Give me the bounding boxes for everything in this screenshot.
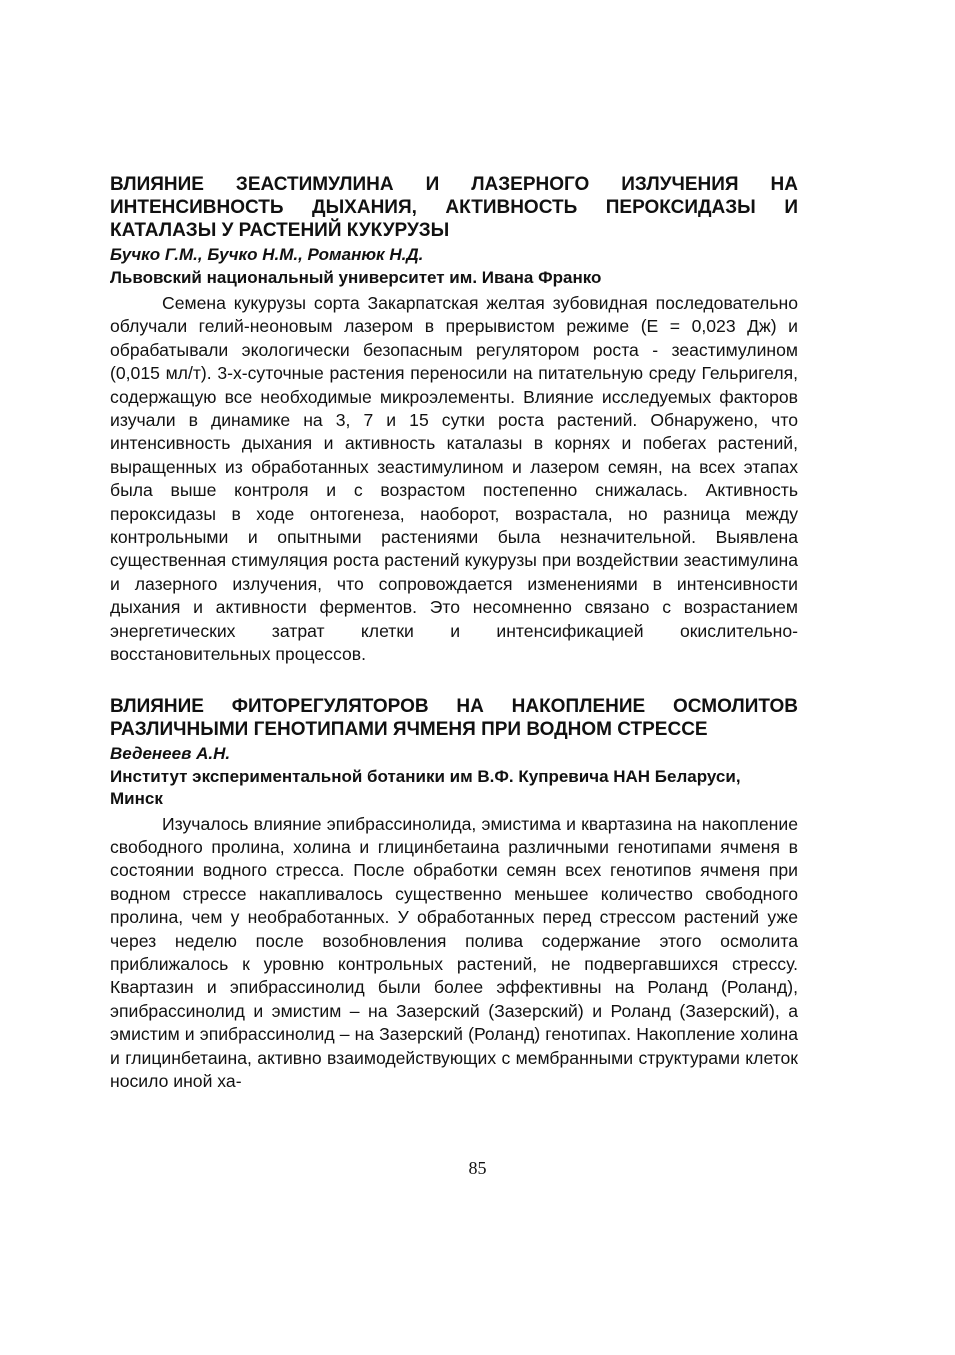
article-body: Изучалось влияние эпибрассинолида, эмистима и квартазина на накопление свободного пролина, холина и глицинбетаина различными генотипами ячменя в состоянии водного стресса. После обработки семян всех генотипов ячменя при водном стрессе накапливалось существенно меньшее количество свободного пролина, чем у необработанных. У обработанных перед стрессом растений уже через неделю после возобновления полива содержание этого осмолита приближалось к уровню контрольных растений, не подвергавшихся стрессу. Квартазин и эпибрассинолид были более эффективны на Роланд (Роланд), эпибрассинолид и эмистим – на Зазерский (Зазерский) и Роланд (Зазерский), а эмистим и эпибрассинолид – на Зазерский (Роланд) генотипах. Накопление холина и глицинбетаина, активно взаимодействующих с мембранными структурами клеток носило иной ха- bbox=[110, 813, 798, 1091]
article-title: ВЛИЯНИЕ ЗЕАСТИМУЛИНА И ЛАЗЕРНОГО ИЗЛУЧЕНИЯ НА ИНТЕНСИВНОСТЬ ДЫХАНИЯ, АКТИВНОСТЬ ПЕРОКСИДАЗЫ И КАТАЛАЗЫ У РАСТЕНИЙ КУКУРУЗЫ bbox=[110, 174, 798, 241]
article-affiliation: Институт экспериментальной ботаники им В.Ф. Купревича НАН Беларуси, Минск bbox=[110, 766, 741, 808]
article-1 bbox=[110, 173, 798, 667]
article-authors: Веденеев А.Н. bbox=[110, 743, 231, 763]
article-affiliation: Львовский национальный университет им. Ивана Франко bbox=[110, 268, 602, 287]
article-2 bbox=[110, 695, 798, 1094]
article-authors: Бучко Г.М., Бучко Н.М., Романюк Н.Д. bbox=[110, 245, 424, 264]
article-title: ВЛИЯНИЕ ФИТОРЕГУЛЯТОРОВ НА НАКОПЛЕНИЕ ОСМОЛИТОВ РАЗЛИЧНЫМИ ГЕНОТИПАМИ ЯЧМЕНЯ ПРИ ВОДНОМ СТРЕССЕ bbox=[110, 695, 798, 740]
page-content bbox=[110, 173, 798, 1093]
section-spacer bbox=[110, 667, 798, 695]
article-body: Семена кукурузы сорта Закарпатская желтая зубовидная последовательно облучали гелий-неоновым лазером в прерывистом режиме (Е = 0,023 Дж) и обрабатывали экологически безопасным регулятором роста - зеастимулином (0,015 мл/т). 3-х-суточные растения переносили на питательную среду Гельригеля, содержащую все необходимые микроэлементы. Влияние исследуемых факторов изучали в динамике на 3, 7 и 15 сутки роста растений. Обнаружено, что интенсивность дыхания и активность каталазы в корнях и побегах растений, выращенных из обработанных зеастимулином и лазером семян, на всех этапах была выше контроля и с возрастом постепенно снижалась. Активность пероксидазы в ходе онтогенеза, наоборот, возрастала, но разница между контрольными и опытными растениями была незначительной. Выявлена существенная стимуляция роста растений кукурузы при воздействии зеастимулина и лазерного излучения, что сопровождается изменениями в интенсивности дыхания и активности ферментов. Это несомненно связано с возрастанием энергетических затрат клетки и интенсификацией окислительно-восстановительных процессов. bbox=[110, 293, 798, 665]
page-number: 85 bbox=[468, 1158, 487, 1178]
